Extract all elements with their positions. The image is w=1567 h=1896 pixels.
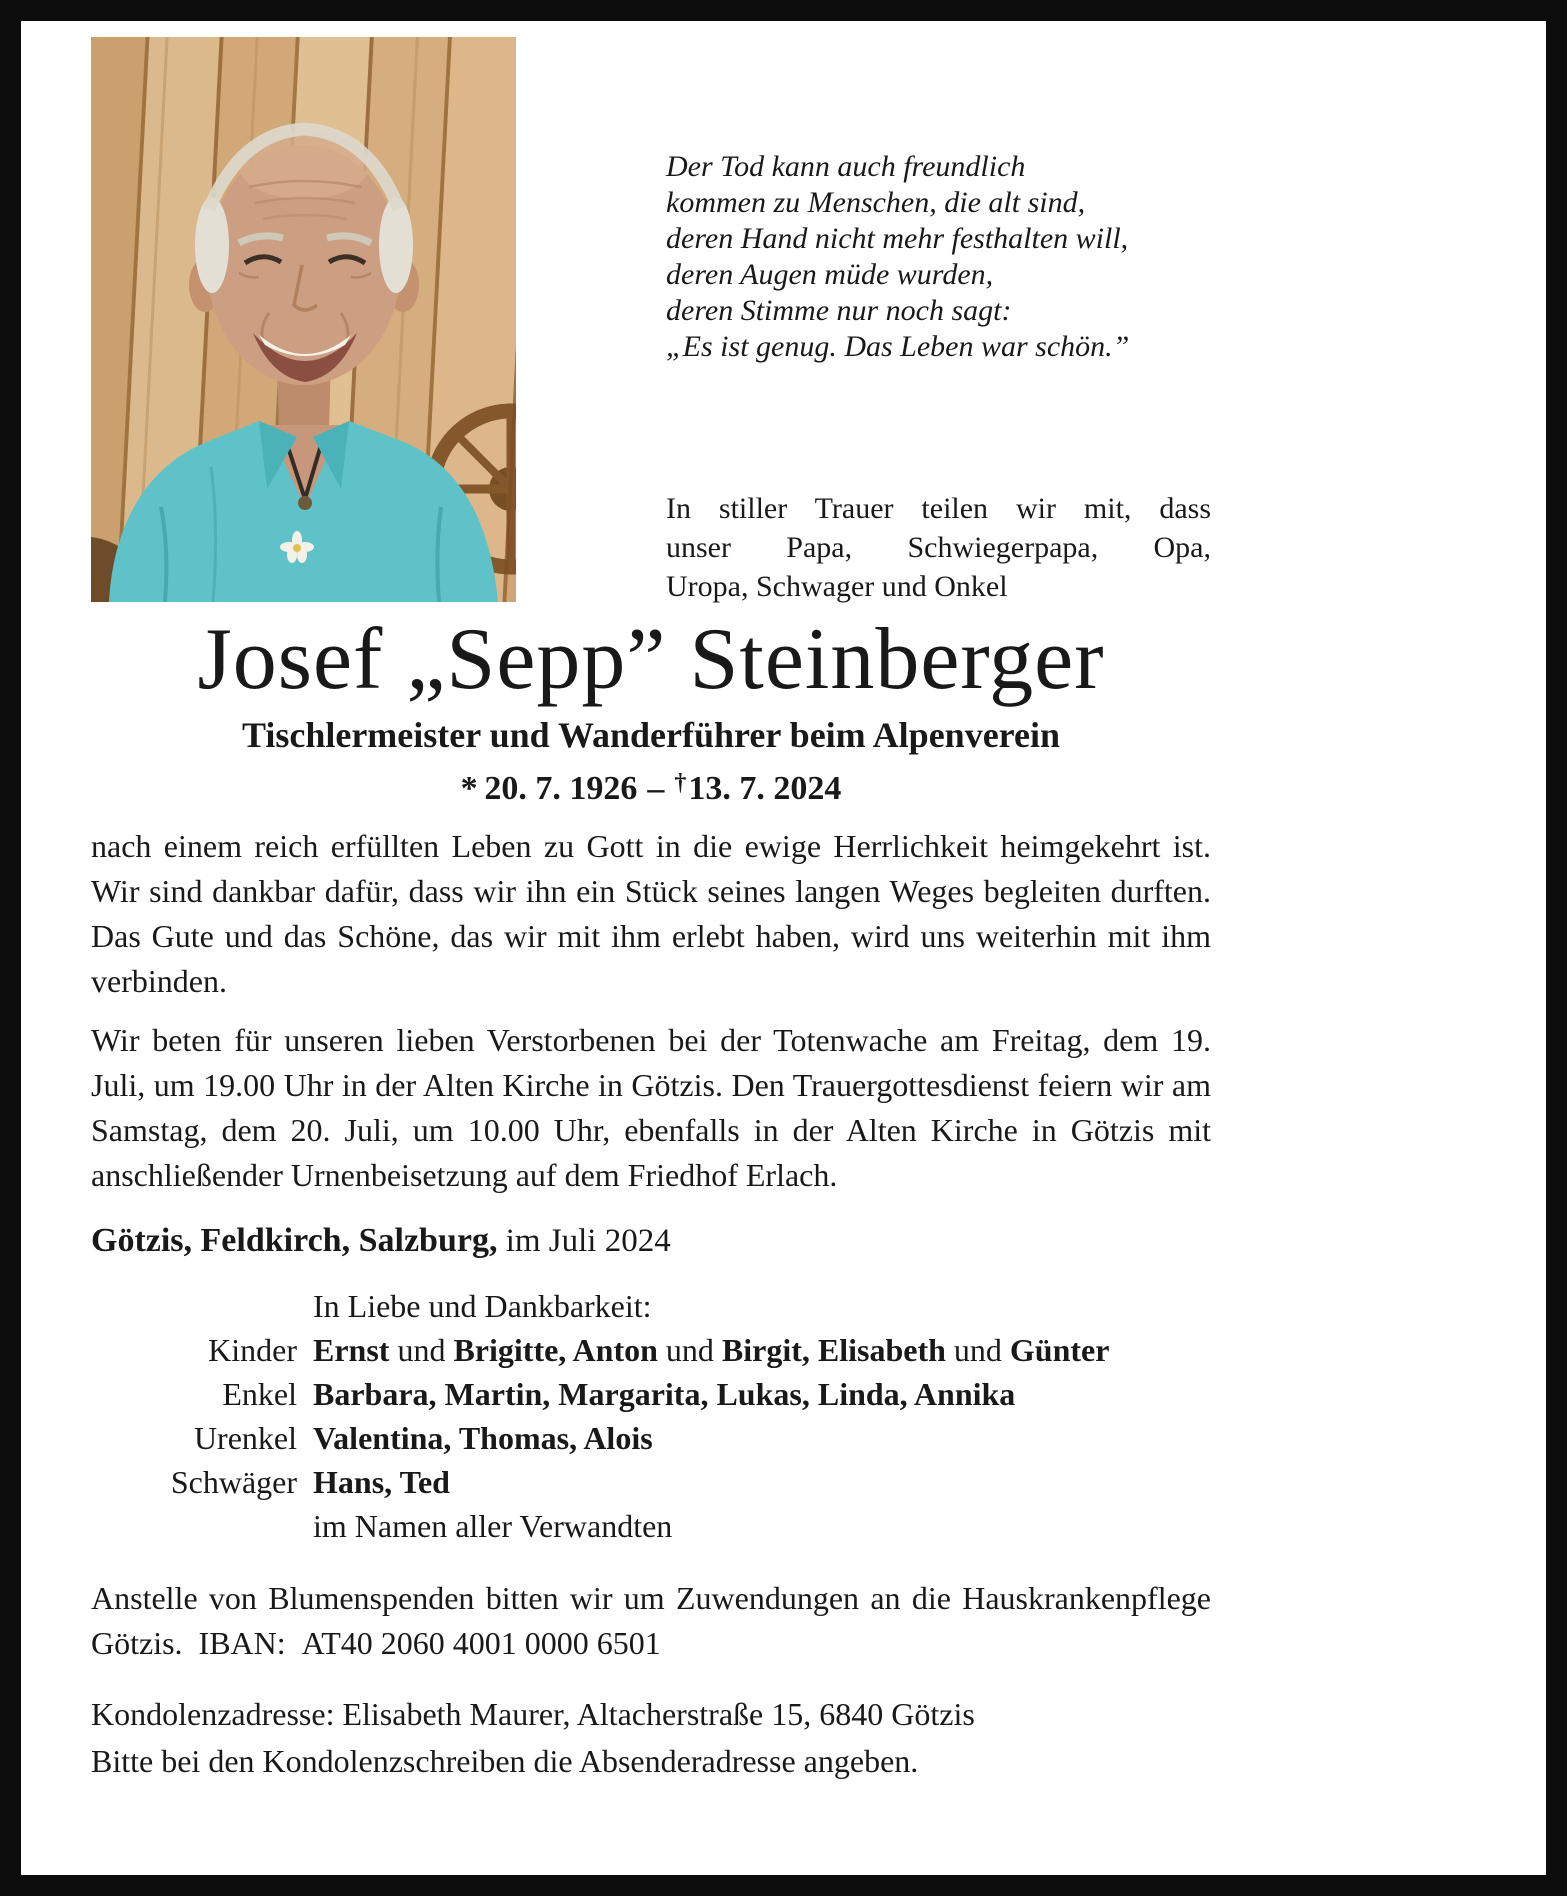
obituary-content	[91, 37, 1211, 1784]
family-role-label: Urenkel	[193, 1420, 297, 1457]
family-role-label: Schwäger	[170, 1464, 297, 1501]
dateline-date: im Juli 2024	[505, 1223, 671, 1260]
announcement-intro	[666, 489, 1211, 606]
portrait-photo-illustration	[91, 37, 516, 602]
poem-line: deren Augen müde wurden,	[666, 258, 994, 291]
family-row	[91, 1284, 1211, 1328]
poem-line: deren Hand nicht mehr festhalten will,	[666, 222, 1129, 255]
family-names: Ernst und Brigitte, Anton und Birgit, Elisabeth und Günter	[313, 1332, 1110, 1369]
family-names: Valentina, Thomas, Alois	[313, 1420, 653, 1457]
intro-line: Uropa, Schwager und Onkel	[666, 570, 1008, 603]
memorial-poem	[666, 149, 1211, 365]
death-cross-symbol: †	[674, 770, 687, 797]
family-names: Barbara, Martin, Margarita, Lukas, Linda, Annika	[313, 1376, 1016, 1413]
family-role-label	[91, 1284, 297, 1328]
intro-line: unser Papa, Schwiegerpapa, Opa,	[666, 531, 1211, 564]
family-closing: im Namen aller Verwandten	[313, 1508, 673, 1545]
family-list	[91, 1284, 1211, 1548]
family-row	[91, 1416, 1211, 1460]
poem-line: Der Tod kann auch freundlich	[666, 150, 1026, 183]
donation-note: Anstelle von Blumenspenden bitten wir um Zuwendungen an die Hauskrankenpflege Götzis. IBAN: AT40 2060 4001 0000 6501	[91, 1580, 1211, 1662]
condolence-note: Bitte bei den Kondolenzschreiben die Absenderadresse angeben.	[91, 1743, 919, 1780]
dateline-places: Götzis, Feldkirch, Salzburg,	[91, 1222, 498, 1260]
poem-line: kommen zu Menschen, die alt sind,	[666, 186, 1086, 219]
family-row	[91, 1504, 1211, 1548]
condolence-address: Kondolenzadresse: Elisabeth Maurer, Altacherstraße 15, 6840 Götzis	[91, 1696, 975, 1733]
family-names: Hans, Ted	[313, 1464, 450, 1501]
condolence-section	[91, 1692, 1211, 1784]
birth-date: * 20. 7. 1926	[460, 770, 638, 808]
deceased-name: Josef „Sepp” Steinberger	[197, 611, 1105, 708]
top-section	[91, 37, 1211, 606]
family-row	[91, 1372, 1211, 1416]
family-role-label	[91, 1504, 297, 1548]
poem-line: deren Stimme nur noch sagt:	[666, 294, 1012, 327]
top-right-column	[666, 37, 1211, 606]
date-separator: –	[647, 770, 665, 808]
family-role-label: Kinder	[208, 1332, 297, 1369]
portrait-photo	[91, 37, 516, 602]
obituary-paragraph: nach einem reich erfüllten Leben zu Gott in die ewige Herrlichkeit heimgekehrt ist. Wir sind dankbar dafür, dass wir ihn ein Stück seines langen Weges begleiten durften. Das Gute und das Schöne, das wir mit ihm erlebt haben, wird uns weiterhin mit ihm verbinden.	[91, 828, 1211, 1000]
funeral-details-paragraph: Wir beten für unseren lieben Verstorbenen bei der Totenwache am Freitag, dem 19. Juli, um 19.00 Uhr in der Alten Kirche in Götzis. Den Trauergottesdienst feiern wir am Samstag, dem 20. Juli, um 10.00 Uhr, ebenfalls in der Alten Kirche in Götzis mit anschließender Urnenbeisetzung auf dem Friedhof Erlach.	[91, 1022, 1211, 1194]
dateline	[91, 1222, 1211, 1260]
life-dates	[91, 770, 1211, 808]
family-role-label: Enkel	[222, 1376, 297, 1413]
family-row	[91, 1328, 1211, 1372]
death-date: 13. 7. 2024	[688, 770, 842, 808]
poem-line: „Es ist genug. Das Leben war schön.”	[666, 330, 1130, 363]
deceased-profession: Tischlermeister und Wanderführer beim Alpenverein	[241, 715, 1061, 756]
family-gratitude-heading: In Liebe und Dankbarkeit:	[313, 1288, 652, 1325]
family-row	[91, 1460, 1211, 1504]
intro-line: In stiller Trauer teilen wir mit, dass	[666, 492, 1211, 525]
